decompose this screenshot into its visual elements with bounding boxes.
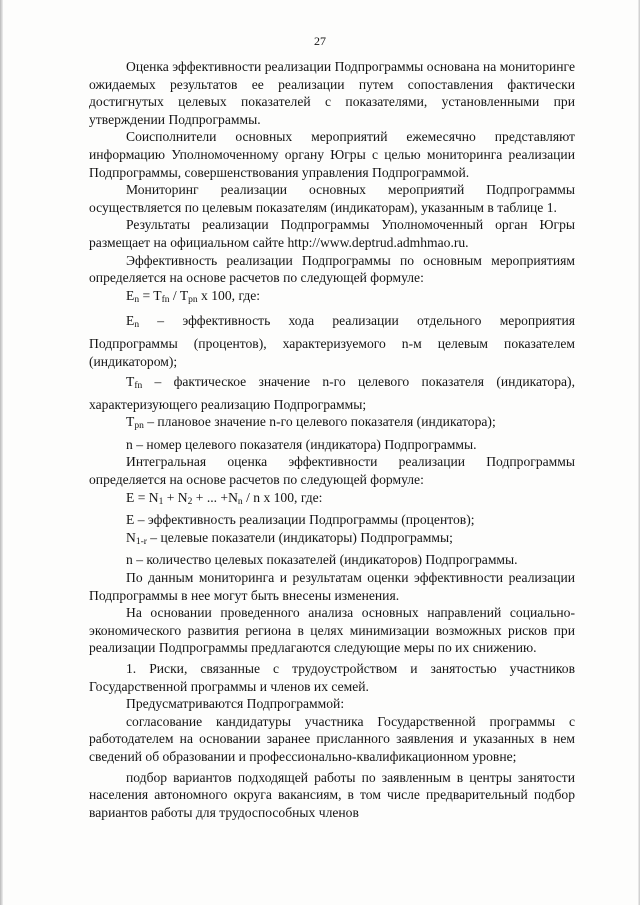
paragraph-risk-1: 1. Риски, связанные с трудоустройством и занятостью участников Государственной программы и членов их семей. [89,661,575,694]
paragraph-measure-candidate: согласование кандидатуры участника Государственной программы с работодателем на основании заранее присланного заявления и указанных в нем сведений об образовании и профессионально-квалификационном уровне; [89,713,575,764]
paragraph-integral: Интегральная оценка эффективности реализации Подпрограммы определяется на основе расчетов по следующей формуле: [89,454,575,488]
paragraph-monitoring: Мониторинг реализации основных мероприятий Подпрограммы осуществляется по целевым показателям (индикаторам), указанным в таблице 1. [89,182,575,215]
paragraph-measure-job-selection: подбор вариантов подходящей работы по заявленным в центры занятости населения автономного округа вакансиям, в том числе предварительный подбор вариантов работы для трудоспособных членов [89,769,575,820]
paragraph-risk-analysis: На основании проведенного анализа основных направлений социально-экономического развития региона в целях минимизации возможных рисков при реализации Подпрограммы предлагаются следующие меры по их снижению. [89,605,575,656]
definition-n-count: n – количество целевых показателей (индикаторов) Подпрограммы. [126,552,518,568]
definition-n-indicators: $N_{1-r}$ – целевые показатели (индикаторы) Подпрограммы; [126,529,453,547]
paragraph-results-site: Результаты реализации Подпрограммы Уполномоченный орган Югры размещает на официальном сайте http://www.deptrud.admhmao.ru. [89,217,575,250]
paragraph-changes: По данным мониторинга и результатам оценки эффективности реализации Подпрограммы в нее могут быть внесены изменения. [89,570,575,603]
paragraph-measures-intro: Предусматриваются Подпрограммой: [126,696,345,712]
paragraph-efficiency: Эффективность реализации Подпрограммы по основным мероприятиям определяется на основе расчетов по следующей формуле: [89,252,575,286]
document-body [89,58,575,821]
definition-tfn: $T_{fn}$ – фактическое значение n-го целевого показателя (индикатора), характеризующего реализацию Подпрограммы; [89,374,575,412]
formula-efficiency: $E_n = T_{fn} / T_{pn}$ x 100, где: [126,287,261,305]
definition-en: $E_n$ – эффективность хода реализации отдельного мероприятия Подпрограммы (процентов), характеризуемого n-м целевым показателем (индикатором); [89,313,575,369]
paragraph-evaluation: Оценка эффективности реализации Подпрограммы основана на мониторинге ожидаемых результатов ее реализации путем сопоставления фактически достигнутых целевых показателей с показателями, установленными при утверждении Подпрограммы. [89,59,575,127]
formula-integral: $E = N_1 + N_2$ + ... $+N_n / n$ x 100, где: [126,489,323,507]
definition-tpn: $T_{pn}$ – плановое значение n-го целевого показателя (индикатора); [126,414,496,432]
definition-e: E – эффективность реализации Подпрограммы (процентов); [126,512,475,528]
scan-edge-left [0,0,3,905]
page-number: 27 [314,34,326,48]
definition-n-number: n – номер целевого показателя (индикатора) Подпрограммы. [126,436,477,452]
paragraph-co-executors: Соисполнители основных мероприятий ежемесячно представляют информацию Уполномоченному органу Югры с целью мониторинга реализации Подпрограммы, совершенствования управления Подпрограммой. [89,129,575,180]
